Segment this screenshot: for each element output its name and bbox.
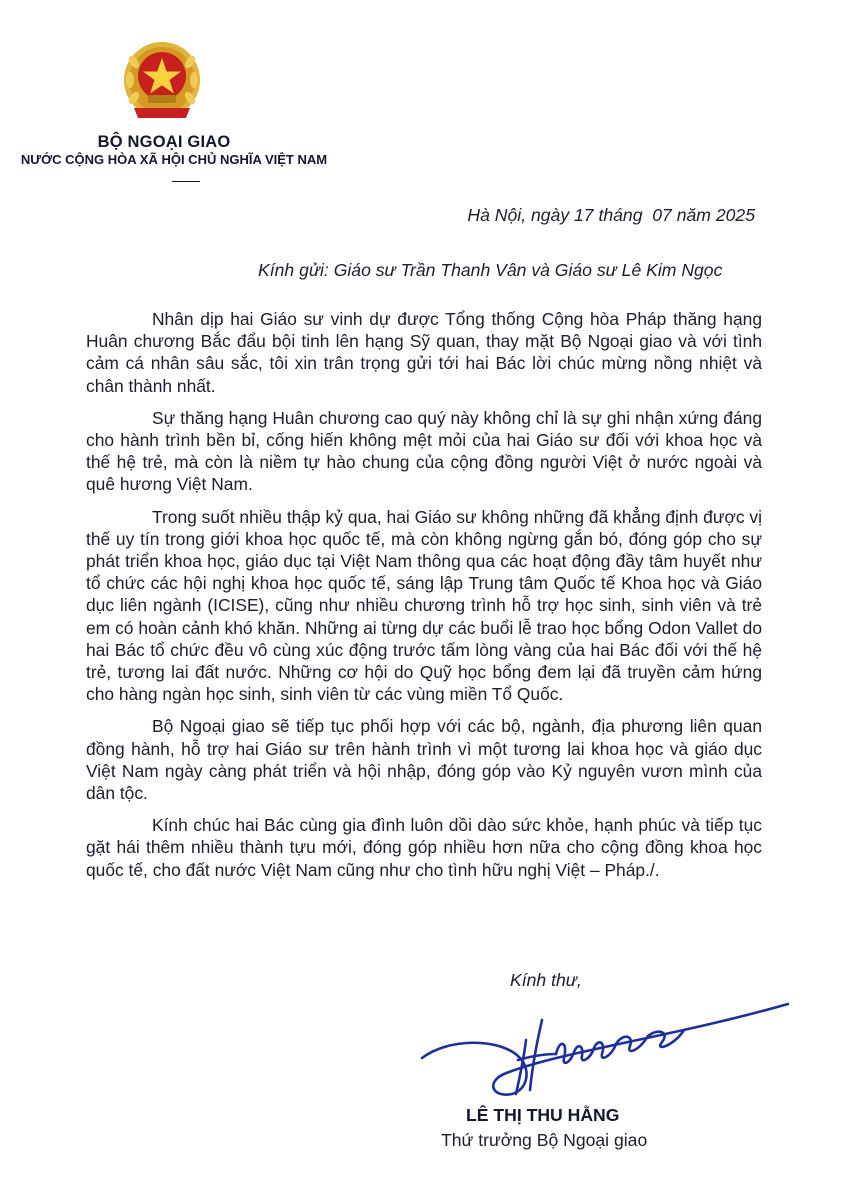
signer-name: LÊ THỊ THU HẰNG — [466, 1105, 620, 1125]
body-paragraph: Trong suốt nhiều thập kỷ qua, hai Giáo sư không những đã khẳng định được vị thế uy tín trong giới khoa học quốc tế, mà còn không ngừng gắn bó, đóng góp cho sự phát triển khoa học, giáo dục tại Việt Nam thông qua các hoạt động đầy tâm huyết như tổ chức các hội nghị khoa học quốc tế, sáng lập Trung tâm Quốc tế Khoa học và Giáo dục liên ngành (ICISE), cũng như nhiều chương trình hỗ trợ học sinh, sinh viên và trẻ em có hoàn cảnh khó khăn. Những ai từng dự các buổi lễ trao học bổng Odon Vallet do hai Bác tổ chức đều vô cùng xúc động trước tấm lòng vàng của hai Bác đối với thế hệ trẻ, tương lai đất nước. Những cơ hội do Quỹ học bổng đem lại đã truyền cảm hứng cho hàng ngàn học sinh, sinh viên từ các vùng miền Tổ Quốc. — [86, 506, 762, 705]
country-name: NƯỚC CỘNG HÒA XÃ HỘI CHỦ NGHĨA VIỆT NAM — [20, 152, 328, 167]
body-paragraph: Nhân dịp hai Giáo sư vinh dự được Tổng thống Cộng hòa Pháp thăng hạng Huân chương Bắc đẩu bội tinh lên hạng Sỹ quan, thay mặt Bộ Ngoại giao và với tình cảm cá nhân sâu sắc, tôi xin trân trọng gửi tới hai Bác lời chúc mừng nồng nhiệt và chân thành nhất. — [86, 309, 762, 396]
letter-date: Hà Nội, ngày 17 tháng 07 năm 2025 — [467, 205, 755, 225]
ministry-name: BỘ NGOẠI GIAO — [97, 133, 231, 151]
header-divider — [172, 181, 200, 182]
body-paragraph: Bộ Ngoại giao sẽ tiếp tục phối hợp với các bộ, ngành, địa phương liên quan đồng hành, hỗ trợ hai Giáo sư trên hành trình vì một tương lai khoa học và giáo dục Việt Nam ngày càng phát triển và hội nhập, đóng góp vào Kỷ nguyên vươn mình của dân tộc. — [86, 716, 762, 804]
signature-icon — [408, 998, 798, 1108]
body-paragraph: Sự thăng hạng Huân chương cao quý này không chỉ là sự ghi nhận xứng đáng cho hành trình bền bỉ, cống hiến không mệt mỏi của hai Giáo sư đối với khoa học và thế hệ trẻ, mà còn là niềm tự hào chung của cộng đồng người Việt ở nước ngoài và quê hương Việt Nam. — [86, 407, 762, 495]
letter-recipient: Kính gửi: Giáo sư Trần Thanh Vân và Giáo sư Lê Kim Ngọc — [258, 260, 723, 280]
signer-title: Thứ trưởng Bộ Ngoại giao — [441, 1130, 648, 1150]
letter-body — [86, 308, 762, 891]
body-paragraph: Kính chúc hai Bác cùng gia đình luôn dồi dào sức khỏe, hạnh phúc và tiếp tục gặt hái thêm nhiều thành tựu mới, đóng góp nhiều hơn nữa cho cộng đồng khoa học quốc tế, cho đất nước Việt Nam cũng như cho tình hữu nghị Việt – Pháp./. — [86, 815, 762, 880]
closing-salutation: Kính thư, — [510, 970, 582, 990]
national-emblem-icon — [120, 40, 204, 124]
